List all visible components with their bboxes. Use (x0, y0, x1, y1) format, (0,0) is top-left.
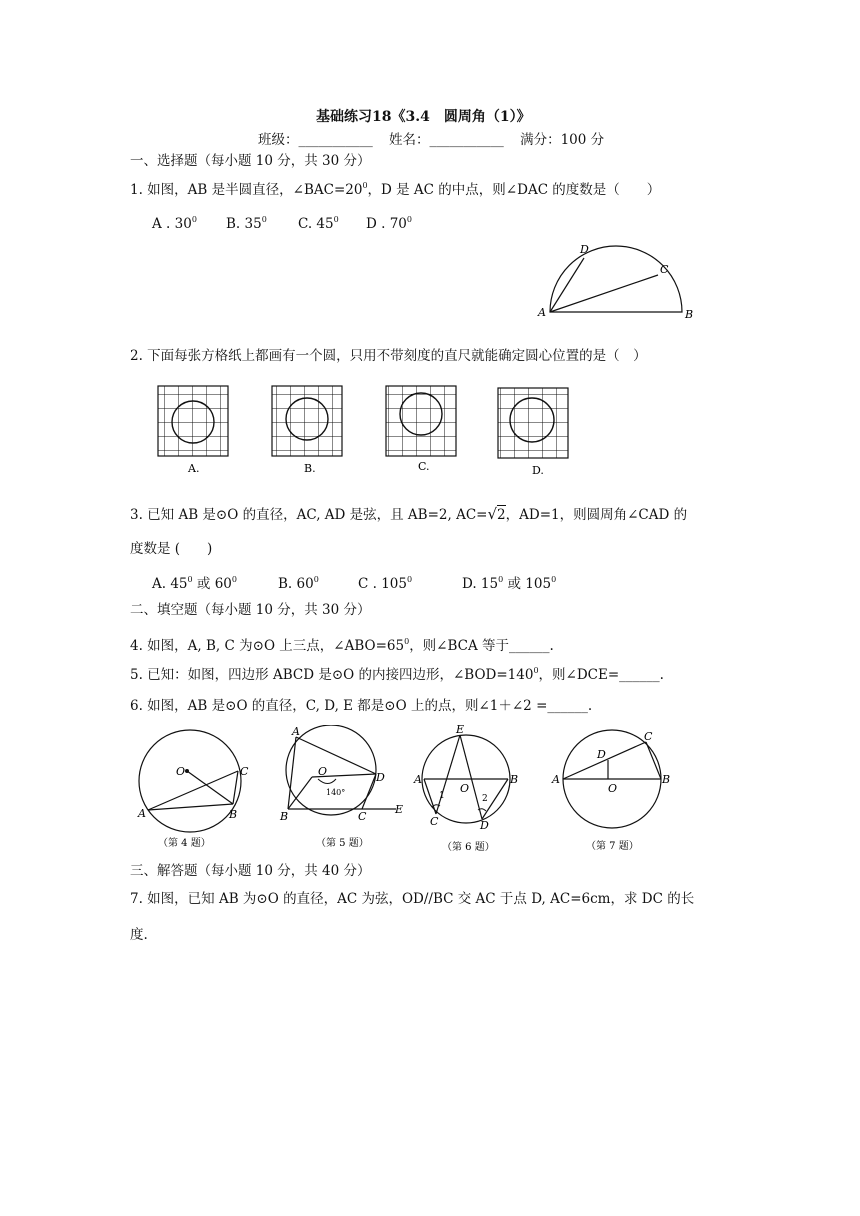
fig5-label-a: A (292, 725, 300, 738)
q5-text-b: ，则∠DCE=______. (538, 667, 664, 683)
fig5-label-b: B (280, 810, 289, 823)
degree-mark: 0 (533, 666, 539, 675)
fig5-angle-label: 140° (326, 788, 346, 797)
grid-b (272, 386, 342, 475)
fig4-label-b: B (229, 808, 238, 821)
question-4 (130, 637, 554, 654)
fig7-label-a: A (552, 773, 560, 786)
degree-mark: 0 (362, 181, 368, 190)
fig6-label-c: C (430, 815, 439, 828)
q3-option-d (462, 575, 557, 592)
q3-text-a: 3. 已知 AB 是⊙O 的直径，AC, AD 是弦，且 AB=2, AC= (130, 507, 488, 523)
fig6-label-e: E (456, 725, 465, 736)
fig4-label-c: C (240, 765, 249, 778)
fig6-label-d: D (480, 819, 489, 832)
question-6: 6. 如图，AB 是⊙O 的直径，C, D, E 都是⊙O 上的点，则∠1＋∠2 =______. (130, 698, 593, 714)
degree-mark: 0 (313, 575, 319, 584)
sqrt-radicand: 2 (497, 507, 506, 523)
figure-q4 (128, 725, 253, 855)
q1-option-d (366, 215, 412, 232)
q4-text-b: ，则∠BCA 等于______. (409, 638, 554, 654)
degree-mark: 0 (406, 575, 413, 584)
figure-q5 (278, 725, 413, 855)
fig7-label-c: C (644, 730, 653, 743)
fig6-label-o: O (460, 782, 470, 795)
grid-b-label: B. (304, 462, 316, 475)
degree-mark: 0 (498, 575, 504, 584)
q1-option-c-text: C. 45 (298, 216, 334, 232)
figure-q6 (412, 725, 527, 857)
degree-mark: 0 (406, 215, 412, 224)
question-7: 7. 如图，已知 AB 为⊙O 的直径，AC 为弦，OD//BC 交 AC 于点 D, AC=6cm，求 DC 的长 (130, 891, 695, 907)
fig6-label-a: A (414, 773, 422, 786)
figure-q1-semicircle (530, 240, 700, 322)
fig1-label-a: A (538, 306, 546, 319)
fig5-label-e: E (395, 803, 404, 816)
q3-opt-a-text: A. 45 (152, 576, 188, 592)
name-blank: ___________ (429, 132, 504, 148)
degree-mark: 0 (191, 215, 197, 224)
fig6-caption: （第 6 题） (442, 842, 495, 853)
q3-opt-b-text: B. 60 (278, 576, 314, 592)
fig5-label-o: O (318, 765, 328, 778)
fig7-label-o: O (608, 782, 618, 795)
fig5-caption: （第 5 题） (316, 838, 369, 849)
grid-c (386, 386, 456, 473)
q1-option-a-text: A . 30 (152, 216, 192, 232)
q3-opt-c-text: C . 105 (358, 576, 407, 592)
fig1-label-b: B (685, 308, 694, 321)
section-choice: 一、选择题（每小题 10 分，共 30 分） (130, 153, 371, 169)
figure-q2-grids (150, 380, 570, 480)
q1-option-a (152, 215, 197, 232)
student-info (258, 134, 604, 148)
degree-mark: 0 (333, 215, 339, 224)
q1-option-d-text: D . 70 (366, 216, 407, 232)
grid-d-label: D. (532, 464, 544, 477)
grid-a (158, 386, 228, 475)
fig6-label-b: B (510, 773, 519, 786)
grid-d (498, 388, 568, 477)
question-2: 2. 下面每张方格纸上都画有一个圆，只用不带刻度的直尺就能确定圆心位置的是（ ） (130, 348, 647, 364)
degree-mark: 0 (261, 215, 267, 224)
q1-option-b-text: B. 35 (226, 216, 262, 232)
q5-text-a: 5. 已知：如图，四边形 ABCD 是⊙O 的内接四边形，∠BOD=140 (130, 667, 534, 683)
q4-text-a: 4. 如图，A, B, C 为⊙O 上三点，∠ABO=65 (130, 638, 405, 654)
fig5-label-d: D (376, 771, 385, 784)
figure-q7 (550, 725, 680, 855)
fig1-label-d: D (580, 243, 589, 256)
fig6-angle-2: 2 (482, 794, 488, 804)
q3-option-b (278, 575, 319, 592)
q1-text-b: ，D 是 AC 的中点，则∠DAC 的度数是（ ） (367, 182, 661, 198)
degree-mark: 0 (551, 575, 557, 584)
q3-option-a (152, 575, 237, 592)
question-5 (130, 666, 664, 683)
grid-c-label: C. (418, 460, 430, 473)
page-title: 基础练习18《3.4 圆周角（1）》 (316, 109, 531, 125)
fig4-caption: （第 4 题） (158, 838, 211, 849)
class-blank: ___________ (298, 132, 373, 148)
grid-a-label: A. (188, 462, 200, 475)
degree-mark: 0 (231, 575, 237, 584)
question-1 (130, 181, 661, 198)
full-score: 满分：100 分 (520, 132, 605, 148)
fig5-label-c: C (358, 810, 367, 823)
fig7-label-b: B (662, 773, 671, 786)
class-label: 班级： (258, 132, 299, 148)
q3-opt-a2-text: 或 60 (192, 576, 232, 592)
section-fill: 二、填空题（每小题 10 分，共 30 分） (130, 602, 371, 618)
question-7-cont: 度. (130, 927, 148, 943)
degree-mark: 0 (404, 637, 410, 646)
q1-option-b (226, 215, 267, 232)
q3-option-c (358, 575, 413, 592)
q1-text-a: 1. 如图，AB 是半圆直径，∠BAC=20 (130, 182, 363, 198)
fig7-caption: （第 7 题） (586, 841, 639, 852)
q3-opt-d2-text: 或 105 (503, 576, 552, 592)
sqrt-sign: √ (487, 505, 498, 523)
question-3 (130, 507, 687, 523)
q1-option-c (298, 215, 339, 232)
fig1-label-c: C (660, 263, 669, 276)
section-answer: 三、解答题（每小题 10 分，共 40 分） (130, 863, 371, 879)
q3-text-c: 度数是 ( ) (130, 541, 213, 557)
q3-text-b: ，AD=1，则圆周角∠CAD 的 (505, 507, 688, 523)
name-label: 姓名： (389, 132, 430, 148)
fig4-label-a: A (138, 807, 146, 820)
q3-opt-d-text: D. 15 (462, 576, 499, 592)
fig6-angle-1: 1 (439, 791, 445, 801)
fig4-label-o: O (176, 765, 186, 778)
degree-mark: 0 (187, 575, 193, 584)
fig7-label-d: D (597, 748, 606, 761)
